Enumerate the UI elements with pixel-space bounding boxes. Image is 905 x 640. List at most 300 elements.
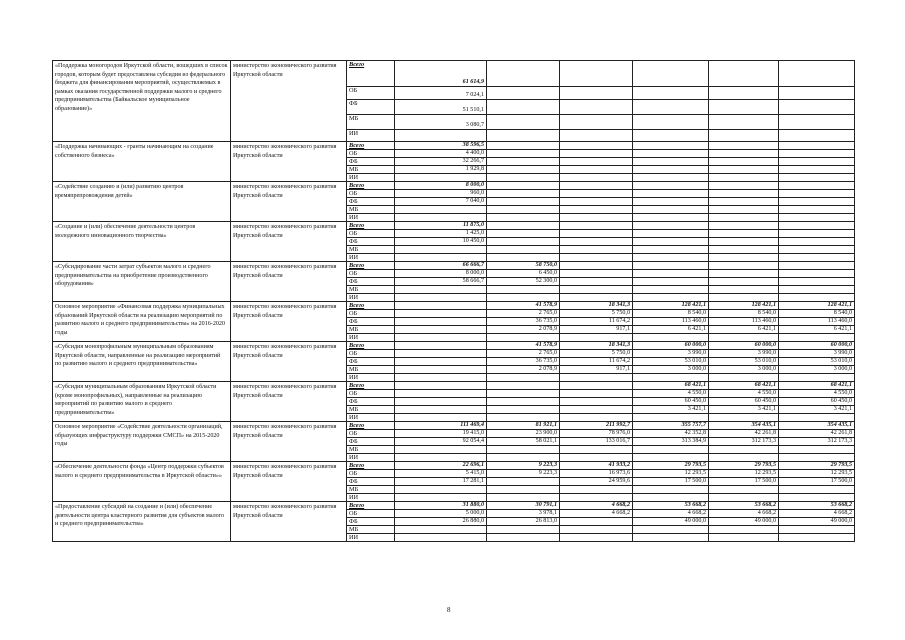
- amount-cell: [395, 334, 487, 342]
- amount-cell: [779, 454, 855, 462]
- amount-cell: [560, 526, 633, 534]
- amount-cell: 92 054,4: [395, 438, 487, 446]
- amount-cell: [779, 278, 855, 286]
- amount-cell: [779, 222, 855, 230]
- amount-cell: [487, 398, 560, 406]
- funding-source-label: ФБ: [347, 100, 395, 115]
- table-row: [53, 302, 855, 310]
- amount-cell: [709, 374, 779, 382]
- funding-source-label: Всего: [347, 382, 395, 390]
- amount-cell: [779, 334, 855, 342]
- amount-cell: [633, 190, 709, 198]
- funding-source-label: ФБ: [347, 478, 395, 486]
- funding-source-label: ОБ: [347, 510, 395, 518]
- amount-cell: 49 000,0: [633, 518, 709, 526]
- amount-cell: 4 550,0: [779, 390, 855, 398]
- amount-cell: [395, 414, 487, 422]
- table-row: [53, 142, 855, 150]
- amount-cell: [633, 446, 709, 454]
- amount-cell: 36 735,0: [487, 318, 560, 326]
- funding-source-label: МБ: [347, 206, 395, 214]
- funding-source-label: ОБ: [347, 230, 395, 238]
- funding-source-label: ОБ: [347, 150, 395, 158]
- amount-cell: [395, 246, 487, 254]
- amount-cell: [487, 390, 560, 398]
- amount-cell: [395, 366, 487, 374]
- funding-source-label: ИИ: [347, 454, 395, 462]
- funding-source-label: ИИ: [347, 334, 395, 342]
- amount-cell: 133 016,7: [560, 438, 633, 446]
- table-row: [53, 342, 855, 350]
- amount-cell: 313 384,9: [633, 438, 709, 446]
- amount-cell: [633, 182, 709, 190]
- amount-cell: [633, 115, 709, 130]
- amount-cell: [633, 374, 709, 382]
- amount-cell: [395, 486, 487, 494]
- amount-cell: 30 791,1: [487, 502, 560, 510]
- amount-cell: 11 875,0: [395, 222, 487, 230]
- amount-cell: 354 435,1: [779, 422, 855, 430]
- amount-cell: [487, 190, 560, 198]
- amount-cell: 16 973,6: [560, 470, 633, 478]
- amount-cell: [395, 294, 487, 302]
- activity-description: «Субсидия муниципальным образованиям Иркутской области (кроме монопрофильных), направленные на реализацию мероприятий по развитию малого и среднего предпринимательства»: [53, 382, 231, 422]
- amount-cell: [633, 454, 709, 462]
- amount-cell: 4 550,0: [709, 390, 779, 398]
- amount-cell: [709, 486, 779, 494]
- amount-cell: 3 000,0: [633, 366, 709, 374]
- amount-cell: 11 674,2: [560, 318, 633, 326]
- amount-cell: 354 435,1: [709, 422, 779, 430]
- amount-cell: [779, 270, 855, 278]
- amount-cell: [709, 526, 779, 534]
- amount-cell: [487, 87, 560, 100]
- amount-cell: [487, 526, 560, 534]
- amount-cell: [709, 446, 779, 454]
- funding-source-label: Всего: [347, 302, 395, 310]
- amount-cell: 111 469,4: [395, 422, 487, 430]
- amount-cell: [709, 262, 779, 270]
- amount-cell: [560, 270, 633, 278]
- amount-cell: 22 696,1: [395, 462, 487, 470]
- amount-cell: [395, 374, 487, 382]
- amount-cell: [633, 246, 709, 254]
- amount-cell: [395, 302, 487, 310]
- activity-description: «Поддержка начинающих - гранты начинающим на создание собственного бизнеса»: [53, 142, 231, 182]
- amount-cell: [779, 494, 855, 502]
- amount-cell: [560, 222, 633, 230]
- amount-cell: 2 765,0: [487, 310, 560, 318]
- funding-source-label: МБ: [347, 486, 395, 494]
- amount-cell: [487, 230, 560, 238]
- amount-cell: [633, 254, 709, 262]
- amount-cell: 81 921,1: [487, 422, 560, 430]
- amount-cell: 53 668,2: [633, 502, 709, 510]
- amount-cell: 2 078,9: [487, 326, 560, 334]
- amount-cell: [709, 190, 779, 198]
- funding-source-label: ОБ: [347, 87, 395, 100]
- amount-cell: [779, 526, 855, 534]
- amount-cell: [633, 158, 709, 166]
- funding-source-label: ФБ: [347, 238, 395, 246]
- amount-cell: 23 900,0: [487, 430, 560, 438]
- table-row: [53, 182, 855, 190]
- page-number: 8: [447, 606, 451, 614]
- funding-source-label: ФБ: [347, 158, 395, 166]
- amount-cell: [709, 214, 779, 222]
- amount-cell: [560, 206, 633, 214]
- amount-cell: [779, 158, 855, 166]
- amount-cell: [487, 150, 560, 158]
- table-row: [53, 262, 855, 270]
- amount-cell: [395, 206, 487, 214]
- amount-cell: [633, 494, 709, 502]
- funding-source-label: МБ: [347, 406, 395, 414]
- amount-cell: [709, 414, 779, 422]
- funding-source-label: ОБ: [347, 390, 395, 398]
- funding-source-label: МБ: [347, 115, 395, 130]
- amount-cell: [709, 334, 779, 342]
- amount-cell: [395, 342, 487, 350]
- amount-cell: 4 668,2: [560, 502, 633, 510]
- amount-cell: 31 880,0: [395, 502, 487, 510]
- amount-cell: 18 341,3: [560, 342, 633, 350]
- amount-cell: 51 510,1: [395, 100, 487, 115]
- amount-cell: [487, 382, 560, 390]
- amount-cell: [560, 142, 633, 150]
- amount-cell: 4 668,2: [779, 510, 855, 518]
- amount-cell: [633, 486, 709, 494]
- amount-cell: 5 750,0: [560, 350, 633, 358]
- funding-source-label: ОБ: [347, 270, 395, 278]
- amount-cell: [395, 454, 487, 462]
- funding-source-label: МБ: [347, 446, 395, 454]
- amount-cell: [709, 182, 779, 190]
- amount-cell: 3 000,0: [709, 366, 779, 374]
- funding-source-label: ИИ: [347, 374, 395, 382]
- amount-cell: [709, 150, 779, 158]
- amount-cell: 3 000,0: [779, 366, 855, 374]
- amount-cell: [779, 254, 855, 262]
- amount-cell: 917,1: [560, 366, 633, 374]
- amount-cell: 17 500,0: [709, 478, 779, 486]
- amount-cell: 4 668,2: [633, 510, 709, 518]
- amount-cell: [487, 130, 560, 142]
- table-row: [53, 502, 855, 510]
- amount-cell: 66 666,7: [395, 262, 487, 270]
- amount-cell: [560, 61, 633, 87]
- amount-cell: 24 959,6: [560, 478, 633, 486]
- amount-cell: [487, 158, 560, 166]
- amount-cell: 3 990,0: [709, 350, 779, 358]
- amount-cell: [709, 254, 779, 262]
- amount-cell: [560, 158, 633, 166]
- budget-table: [52, 60, 855, 542]
- amount-cell: [779, 130, 855, 142]
- amount-cell: [633, 526, 709, 534]
- amount-cell: 5 000,0: [395, 510, 487, 518]
- amount-cell: 17 281,1: [395, 478, 487, 486]
- amount-cell: [633, 334, 709, 342]
- amount-cell: [487, 174, 560, 182]
- amount-cell: [633, 294, 709, 302]
- table-row: [53, 462, 855, 470]
- amount-cell: [779, 262, 855, 270]
- amount-cell: 60 000,0: [779, 342, 855, 350]
- responsible-executor: министерство экономического развития Иркутской области: [231, 502, 347, 542]
- amount-cell: [560, 174, 633, 182]
- amount-cell: [560, 454, 633, 462]
- amount-cell: [487, 334, 560, 342]
- amount-cell: [395, 254, 487, 262]
- amount-cell: 9 223,3: [487, 462, 560, 470]
- amount-cell: [560, 446, 633, 454]
- amount-cell: [633, 534, 709, 542]
- amount-cell: 3 990,0: [779, 350, 855, 358]
- amount-cell: [560, 534, 633, 542]
- amount-cell: [709, 158, 779, 166]
- amount-cell: [560, 486, 633, 494]
- activity-description: «Обеспечение деятельности фонда «Центр поддержки субъектов малого и среднего предпринимательства в Иркутской области»»: [53, 462, 231, 502]
- amount-cell: [779, 294, 855, 302]
- funding-source-label: МБ: [347, 166, 395, 174]
- amount-cell: [560, 374, 633, 382]
- amount-cell: 128 421,1: [779, 302, 855, 310]
- amount-cell: [633, 87, 709, 100]
- amount-cell: [395, 398, 487, 406]
- amount-cell: [395, 526, 487, 534]
- amount-cell: [779, 198, 855, 206]
- amount-cell: [709, 494, 779, 502]
- amount-cell: [487, 222, 560, 230]
- responsible-executor: министерство экономического развития Иркутской области: [231, 142, 347, 182]
- activity-description: Основное мероприятие «Финансовая поддержка муниципальных образований Иркутской области на реализацию мероприятий по развитию малого и среднего предпринимательства» на 2016-2020 годы: [53, 302, 231, 342]
- table-row: [53, 222, 855, 230]
- funding-source-label: МБ: [347, 286, 395, 294]
- amount-cell: 5 415,0: [395, 470, 487, 478]
- amount-cell: [779, 87, 855, 100]
- amount-cell: 36 735,0: [487, 358, 560, 366]
- funding-source-label: ИИ: [347, 174, 395, 182]
- amount-cell: 917,1: [560, 326, 633, 334]
- amount-cell: [633, 150, 709, 158]
- funding-source-label: ИИ: [347, 534, 395, 542]
- amount-cell: [560, 238, 633, 246]
- responsible-executor: министерство экономического развития Иркутской области: [231, 342, 347, 382]
- activity-description: «Поддержка моногородов Иркутской области, вошедших в список городов, которым будет предоставлена субсидия из федерального бюджета для финансирования мероприятий, осуществляемых в рамках оказания государственной поддержки малого и среднего предпринимательства (Байкальское муниципальное образование)»: [53, 61, 231, 142]
- amount-cell: 6 421,1: [779, 326, 855, 334]
- amount-cell: [633, 222, 709, 230]
- amount-cell: 60 000,0: [709, 342, 779, 350]
- amount-cell: [779, 182, 855, 190]
- table-row: [53, 422, 855, 430]
- amount-cell: 4 668,2: [560, 510, 633, 518]
- responsible-executor: министерство экономического развития Иркутской области: [231, 302, 347, 342]
- funding-source-label: ФБ: [347, 318, 395, 326]
- amount-cell: 60 450,0: [709, 398, 779, 406]
- amount-cell: [487, 142, 560, 150]
- amount-cell: 3 978,1: [487, 510, 560, 518]
- amount-cell: [487, 374, 560, 382]
- amount-cell: [395, 406, 487, 414]
- amount-cell: [395, 318, 487, 326]
- amount-cell: 53 668,2: [779, 502, 855, 510]
- amount-cell: [487, 182, 560, 190]
- amount-cell: [633, 414, 709, 422]
- amount-cell: 7 040,0: [395, 198, 487, 206]
- funding-source-label: Всего: [347, 61, 395, 87]
- amount-cell: [633, 238, 709, 246]
- amount-cell: 32 266,7: [395, 158, 487, 166]
- amount-cell: 5 750,0: [560, 310, 633, 318]
- amount-cell: 8 540,0: [709, 310, 779, 318]
- funding-source-label: МБ: [347, 526, 395, 534]
- amount-cell: [487, 286, 560, 294]
- amount-cell: 355 757,7: [633, 422, 709, 430]
- funding-source-label: ФБ: [347, 198, 395, 206]
- amount-cell: [709, 286, 779, 294]
- amount-cell: [709, 222, 779, 230]
- amount-cell: [560, 182, 633, 190]
- amount-cell: [709, 294, 779, 302]
- amount-cell: 42 261,8: [709, 430, 779, 438]
- amount-cell: [779, 115, 855, 130]
- amount-cell: [779, 190, 855, 198]
- amount-cell: 58 750,0: [487, 262, 560, 270]
- amount-cell: [560, 518, 633, 526]
- amount-cell: [779, 486, 855, 494]
- amount-cell: [560, 254, 633, 262]
- amount-cell: [487, 238, 560, 246]
- amount-cell: 38 596,5: [395, 142, 487, 150]
- responsible-executor: министерство экономического развития Иркутской области: [231, 61, 347, 142]
- amount-cell: 17 500,0: [633, 478, 709, 486]
- funding-source-label: ИИ: [347, 214, 395, 222]
- amount-cell: 29 793,5: [779, 462, 855, 470]
- amount-cell: 1 929,8: [395, 166, 487, 174]
- funding-source-label: ИИ: [347, 414, 395, 422]
- amount-cell: 41 578,9: [487, 342, 560, 350]
- amount-cell: [633, 100, 709, 115]
- amount-cell: 312 173,3: [779, 438, 855, 446]
- responsible-executor: министерство экономического развития Иркутской области: [231, 422, 347, 462]
- amount-cell: [487, 246, 560, 254]
- amount-cell: 60 450,0: [633, 398, 709, 406]
- amount-cell: 12 293,5: [709, 470, 779, 478]
- funding-source-label: ОБ: [347, 310, 395, 318]
- funding-source-label: Всего: [347, 462, 395, 470]
- amount-cell: [709, 270, 779, 278]
- amount-cell: 42 352,8: [633, 430, 709, 438]
- amount-cell: [560, 115, 633, 130]
- amount-cell: 6 450,0: [487, 270, 560, 278]
- amount-cell: [487, 61, 560, 87]
- funding-source-label: ИИ: [347, 294, 395, 302]
- amount-cell: [633, 142, 709, 150]
- amount-cell: [779, 206, 855, 214]
- amount-cell: [487, 100, 560, 115]
- responsible-executor: министерство экономического развития Иркутской области: [231, 382, 347, 422]
- amount-cell: [560, 262, 633, 270]
- amount-cell: [709, 174, 779, 182]
- funding-source-label: ОБ: [347, 190, 395, 198]
- amount-cell: [633, 61, 709, 87]
- amount-cell: [709, 198, 779, 206]
- amount-cell: [395, 382, 487, 390]
- amount-cell: [709, 142, 779, 150]
- amount-cell: [560, 494, 633, 502]
- amount-cell: [633, 286, 709, 294]
- amount-cell: [779, 142, 855, 150]
- amount-cell: 78 976,0: [560, 430, 633, 438]
- amount-cell: [779, 286, 855, 294]
- amount-cell: [560, 334, 633, 342]
- amount-cell: [779, 61, 855, 87]
- funding-source-label: ФБ: [347, 398, 395, 406]
- responsible-executor: министерство экономического развития Иркутской области: [231, 182, 347, 222]
- responsible-executor: министерство экономического развития Иркутской области: [231, 462, 347, 502]
- amount-cell: 312 173,3: [709, 438, 779, 446]
- amount-cell: 26 813,0: [487, 518, 560, 526]
- amount-cell: 4 668,2: [709, 510, 779, 518]
- amount-cell: 960,0: [395, 190, 487, 198]
- amount-cell: [709, 61, 779, 87]
- responsible-executor: министерство экономического развития Иркутской области: [231, 262, 347, 302]
- amount-cell: [560, 230, 633, 238]
- amount-cell: 3 421,1: [709, 406, 779, 414]
- amount-cell: [487, 414, 560, 422]
- amount-cell: [560, 87, 633, 100]
- amount-cell: [560, 100, 633, 115]
- amount-cell: [779, 534, 855, 542]
- amount-cell: [633, 278, 709, 286]
- funding-source-label: ИИ: [347, 130, 395, 142]
- amount-cell: [633, 262, 709, 270]
- amount-cell: [709, 246, 779, 254]
- amount-cell: [633, 230, 709, 238]
- amount-cell: [709, 534, 779, 542]
- amount-cell: [709, 230, 779, 238]
- amount-cell: 6 421,1: [633, 326, 709, 334]
- responsible-executor: министерство экономического развития Иркутской области: [231, 222, 347, 262]
- amount-cell: [487, 198, 560, 206]
- amount-cell: [779, 238, 855, 246]
- amount-cell: 26 880,0: [395, 518, 487, 526]
- amount-cell: [779, 174, 855, 182]
- amount-cell: [709, 130, 779, 142]
- amount-cell: [487, 534, 560, 542]
- amount-cell: [779, 150, 855, 158]
- amount-cell: [395, 494, 487, 502]
- amount-cell: [487, 478, 560, 486]
- amount-cell: [633, 130, 709, 142]
- amount-cell: [487, 454, 560, 462]
- funding-source-label: ОБ: [347, 350, 395, 358]
- amount-cell: 2 765,0: [487, 350, 560, 358]
- amount-cell: [709, 278, 779, 286]
- amount-cell: [395, 390, 487, 398]
- amount-cell: [779, 446, 855, 454]
- amount-cell: [487, 494, 560, 502]
- funding-source-label: ОБ: [347, 470, 395, 478]
- amount-cell: 61 614,9: [395, 61, 487, 87]
- amount-cell: 68 421,1: [779, 382, 855, 390]
- activity-description: «Субсидия монопрофильным муниципальным образованиям Иркутской области, направленные на реализацию мероприятий по развитию малого и среднего предпринимательства»: [53, 342, 231, 382]
- amount-cell: [709, 238, 779, 246]
- amount-cell: 60 450,0: [779, 398, 855, 406]
- amount-cell: [633, 166, 709, 174]
- amount-cell: 9 223,3: [487, 470, 560, 478]
